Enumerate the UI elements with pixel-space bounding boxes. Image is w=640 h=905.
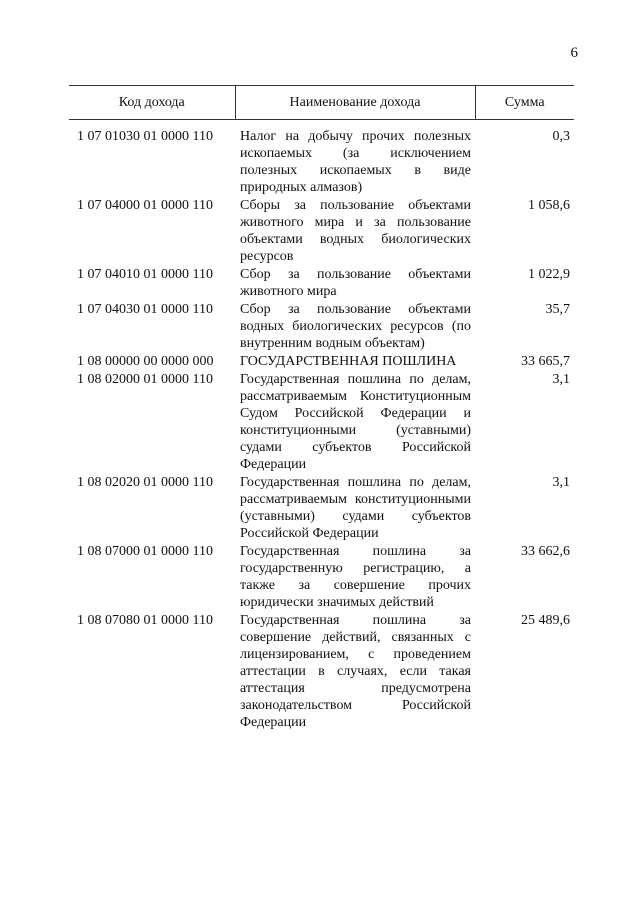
header-sum: Сумма xyxy=(475,86,574,120)
table-header-row xyxy=(69,86,574,120)
income-code: 1 08 07080 01 0000 110 xyxy=(77,613,213,628)
income-code: 1 08 07000 01 0000 110 xyxy=(77,544,213,559)
income-sum: 33 665,7 xyxy=(521,354,570,369)
income-code: 1 08 02020 01 0000 110 xyxy=(77,475,213,490)
income-name: Государственная пошлина по делам, рассматриваемым конституционными (уставными) судами субъектов Российской Федерации xyxy=(240,475,471,541)
header-code: Код дохода xyxy=(69,86,235,120)
income-name: Государственная пошлина за государственную регистрацию, а также за совершение прочих юридически значимых действий xyxy=(240,544,471,610)
table-row xyxy=(69,543,574,612)
income-sum: 35,7 xyxy=(545,302,570,317)
income-name: Государственная пошлина за совершение действий, связанных с лицензированием, с проведением аттестации в случаях, если такая аттестация предусмотрена законодательством Российской Федерации xyxy=(240,613,471,730)
income-code: 1 07 04030 01 0000 110 xyxy=(77,302,213,317)
income-code: 1 07 04000 01 0000 110 xyxy=(77,198,213,213)
income-sum: 3,1 xyxy=(552,475,570,490)
income-sum: 33 662,6 xyxy=(521,544,570,559)
table-row xyxy=(69,612,574,732)
income-name: Сбор за пользование объектами водных биологических ресурсов (по внутренним водным объектам) xyxy=(240,302,471,351)
table-row xyxy=(69,474,574,543)
income-name: ГОСУДАРСТВЕННАЯ ПОШЛИНА xyxy=(240,354,457,369)
income-sum: 0,3 xyxy=(552,129,570,144)
table-row xyxy=(69,197,574,266)
table-row xyxy=(69,266,574,301)
income-name: Налог на добычу прочих полезных ископаемых (за исключением полезных ископаемых в виде природных алмазов) xyxy=(240,129,471,195)
income-code: 1 07 01030 01 0000 110 xyxy=(77,129,213,144)
income-name: Сборы за пользование объектами животного мира и за пользование объектами водных биологических ресурсов xyxy=(240,198,471,264)
table-row xyxy=(69,120,574,198)
income-name: Сбор за пользование объектами животного мира xyxy=(240,267,471,299)
income-sum: 25 489,6 xyxy=(521,613,570,628)
income-code: 1 08 02000 01 0000 110 xyxy=(77,372,213,387)
income-sum: 1 058,6 xyxy=(528,198,570,213)
table-row xyxy=(69,301,574,353)
table-row xyxy=(69,371,574,474)
income-code: 1 07 04010 01 0000 110 xyxy=(77,267,213,282)
header-name: Наименование дохода xyxy=(235,86,475,120)
income-code: 1 08 00000 00 0000 000 xyxy=(77,354,214,369)
income-name: Государственная пошлина по делам, рассматриваемым Конституционным Судом Российской Федерации и конституционными (уставными) судами субъектов Российской Федерации xyxy=(240,372,471,472)
income-table xyxy=(69,85,574,732)
income-sum: 3,1 xyxy=(552,372,570,387)
page-number: 6 xyxy=(570,45,578,61)
income-sum: 1 022,9 xyxy=(528,267,570,282)
table-row xyxy=(69,353,574,371)
